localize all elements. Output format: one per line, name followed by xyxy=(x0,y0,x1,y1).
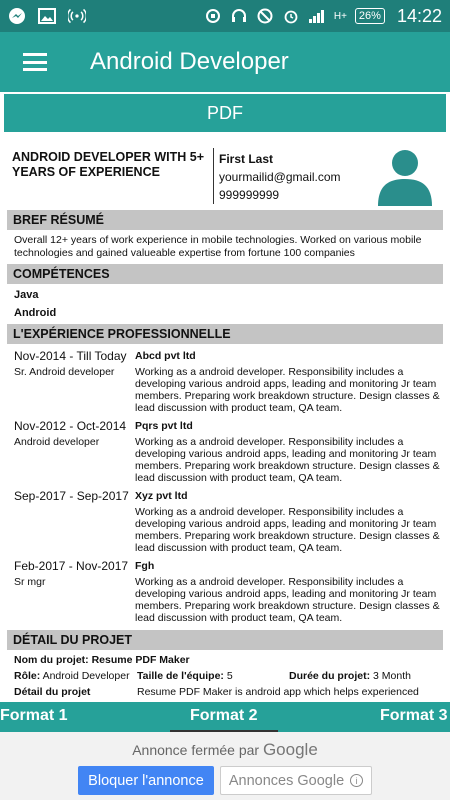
sync-icon xyxy=(204,7,222,25)
pdf-button[interactable]: PDF xyxy=(4,94,446,132)
google-ads-button[interactable] xyxy=(220,766,372,795)
google-ads-label: Annonces Google xyxy=(228,772,345,789)
job-description: Working as a android developer. Responsibility includes a developing various android apps, leading and monitoring Jr team members. Preparing work breakdown structure. Design classes & lead discussion with product team, QA team. xyxy=(135,436,440,484)
job-dates: Nov-2012 - Oct-2014 xyxy=(14,419,127,433)
job-description: Working as a android developer. Responsibility includes a developing various android apps, leading and monitoring Jr team members. Preparing work breakdown structure. Design classes & lead discussion with product team, QA team. xyxy=(135,366,440,414)
project-detail-row xyxy=(4,684,446,700)
job-role: Sr mgr xyxy=(14,576,46,588)
job-company: Pqrs pvt ltd xyxy=(135,420,193,432)
resume-header xyxy=(4,134,446,210)
section-experience-heading: L'EXPÉRIENCE PROFESSIONNELLE xyxy=(7,324,443,344)
signal-icon xyxy=(308,7,326,25)
status-bar xyxy=(0,0,450,32)
project-name-value: Resume PDF Maker xyxy=(91,654,190,666)
job-dates: Sep-2017 - Sep-2017 xyxy=(14,489,129,503)
ad-banner xyxy=(0,732,450,800)
app-title: Android Developer xyxy=(90,48,289,75)
project-role-value: Android Developer xyxy=(42,670,130,682)
tab-format-2[interactable]: Format 2 xyxy=(190,707,258,724)
skill-item: Android xyxy=(14,307,57,319)
project-detail-value: Resume PDF Maker is android app which helps experienced xyxy=(137,686,419,698)
project-duration-value: 3 Month xyxy=(373,670,411,682)
clock: 14:22 xyxy=(396,5,442,26)
network-type: H+ xyxy=(333,10,347,22)
ad-closed-message xyxy=(0,740,450,760)
job-description: Working as a android developer. Responsibility includes a developing various android apps, leading and monitoring Jr team members. Preparing work breakdown structure. Design classes & lead discussion with product team, QA team. xyxy=(135,506,440,554)
messenger-icon xyxy=(8,7,26,25)
headset-icon xyxy=(230,7,248,25)
job-company: Abcd pvt ltd xyxy=(135,350,196,362)
image-icon xyxy=(38,7,56,25)
contact-block xyxy=(219,150,341,204)
job-entry xyxy=(4,348,446,414)
section-summary-heading: BREF RÉSUMÉ xyxy=(7,210,443,230)
menu-button[interactable] xyxy=(0,32,70,92)
format-tabs xyxy=(0,702,450,732)
ad-closed-text: Annonce fermée par xyxy=(132,742,260,758)
project-name-row xyxy=(4,652,446,668)
job-company: Xyz pvt ltd xyxy=(135,490,188,502)
job-description: Working as a android developer. Responsibility includes a developing various android apps, leading and monitoring Jr team members. Preparing work breakdown structure. Design classes & lead discussion with product team, QA team. xyxy=(135,576,440,624)
contact-name: First Last xyxy=(219,152,274,166)
job-entry xyxy=(4,418,446,484)
job-entry xyxy=(4,488,446,554)
section-skills-heading: COMPÉTENCES xyxy=(7,264,443,284)
battery-indicator: 26% xyxy=(355,8,385,24)
app-bar xyxy=(0,32,450,92)
hamburger-icon xyxy=(23,53,47,71)
skill-item: Java xyxy=(14,289,39,301)
hotspot-icon xyxy=(68,7,86,25)
project-meta-row xyxy=(4,668,446,684)
avatar-icon xyxy=(374,146,436,206)
alarm-icon xyxy=(282,7,300,25)
header-divider xyxy=(213,148,214,204)
summary-text: Overall 12+ years of work experience in mobile technologies. Worked on various mobile technologies and gained valueable expertise from fortune 100 companies xyxy=(14,234,422,259)
contact-phone: 999999999 xyxy=(219,188,280,202)
project-name-label: Nom du projet: xyxy=(14,654,89,666)
project-team-value: 5 xyxy=(226,670,233,682)
block-ad-button[interactable]: Bloquer l'annonce xyxy=(78,766,214,795)
contact-email: yourmailid@gmail.com xyxy=(219,170,341,184)
job-company: Fgh xyxy=(135,560,155,572)
resume-headline: ANDROID DEVELOPER WITH 5+ YEARS OF EXPERIENCE xyxy=(12,150,205,179)
resume-preview[interactable] xyxy=(4,134,446,702)
project-role-label: Rôle: xyxy=(14,670,41,682)
google-logo: Google xyxy=(262,740,318,759)
do-not-disturb-icon xyxy=(256,7,274,25)
project-duration-label: Durée du projet: xyxy=(289,670,371,682)
section-project-heading: DÉTAIL DU PROJET xyxy=(7,630,443,650)
info-icon: i xyxy=(350,774,363,787)
job-role: Android developer xyxy=(14,436,100,448)
job-entry xyxy=(4,558,446,624)
job-role: Sr. Android developer xyxy=(14,366,115,378)
job-dates: Nov-2014 - Till Today xyxy=(14,349,127,363)
project-detail-label: Détail du projet xyxy=(14,686,91,698)
job-dates: Feb-2017 - Nov-2017 xyxy=(14,559,129,573)
tab-format-3[interactable]: Format 3 xyxy=(380,707,448,724)
tab-format-1[interactable]: Format 1 xyxy=(0,707,68,724)
project-team-label: Taille de l'équipe: xyxy=(137,670,224,682)
